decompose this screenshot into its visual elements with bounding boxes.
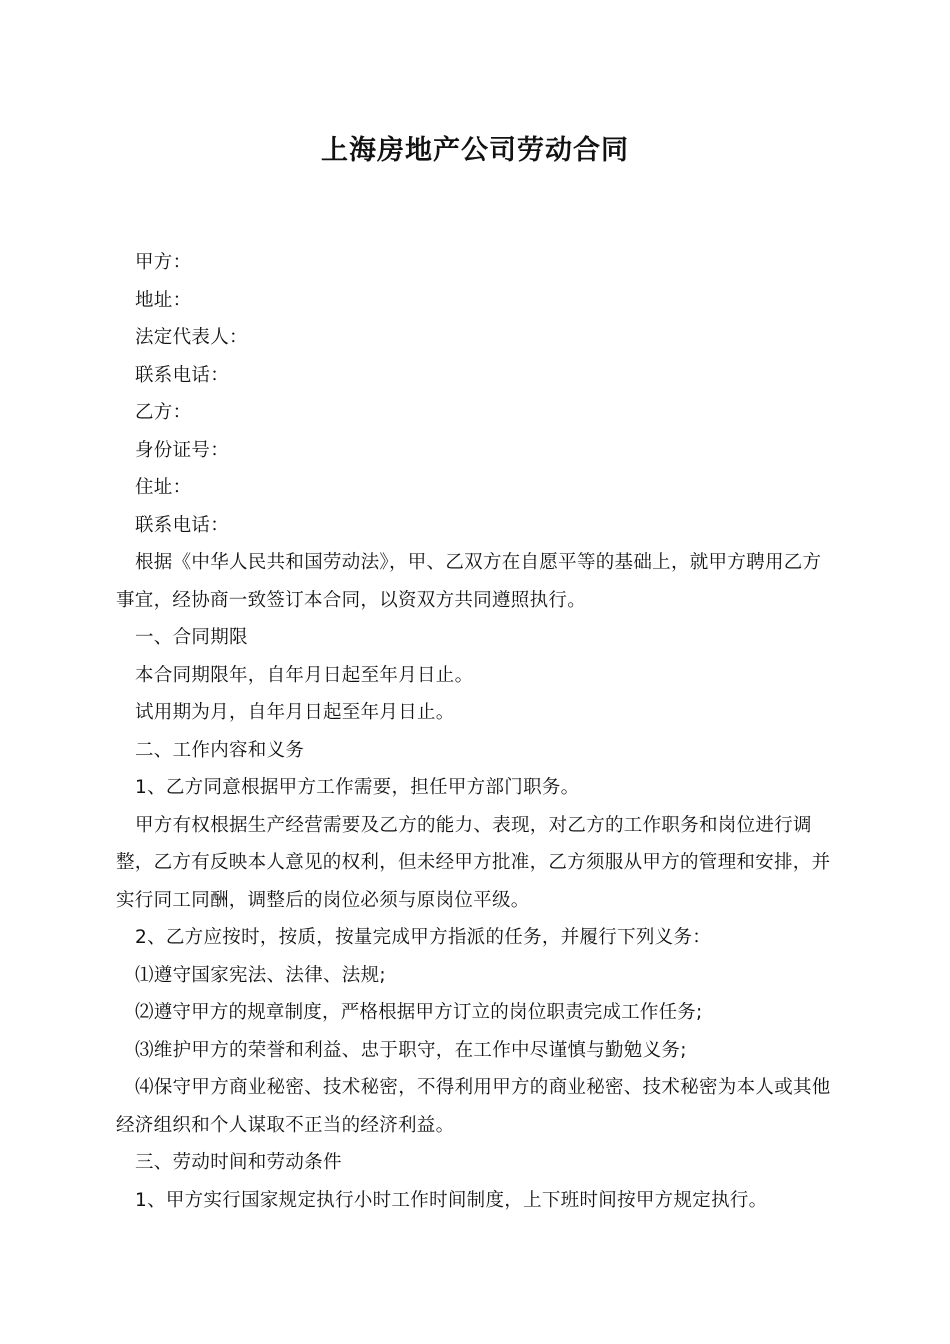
paragraph-adjustment: 甲方有权根据生产经营需要及乙方的能力、表现，对乙方的工作职务和岗位进行调整，乙方有反映本人意见的权利，但未经甲方批准，乙方须服从甲方的管理和安排，并实行同工同酬，调整后的岗位必须与原岗位平级。 — [116, 814, 831, 911]
list-item-obligation-3: ⑶维护甲方的荣誉和利益、忠于职守，在工作中尽谨慎与勤勉义务; — [135, 1039, 687, 1061]
section-heading-working-time: 三、劳动时间和劳动条件 — [135, 1152, 342, 1173]
field-party-a: 甲方： — [135, 252, 192, 273]
section-heading-duties: 二、工作内容和义务 — [135, 739, 305, 761]
field-party-b: 乙方： — [135, 402, 192, 423]
paragraph-working-hours: 1、甲方实行国家规定执行小时工作时间制度，上下班时间按甲方规定执行。 — [135, 1189, 768, 1211]
field-id-number: 身份证号： — [135, 439, 230, 461]
field-legal-representative: 法定代表人： — [135, 327, 248, 348]
paragraph-preamble: 根据《中华人民共和国劳动法》，甲、乙双方在自愿平等的基础上，就甲方聘用乙方事宜，经协商一致签订本合同，以资双方共同遵照执行。 — [116, 552, 822, 611]
list-item-obligation-4: ⑷保守甲方商业秘密、技术秘密，不得利用甲方的商业秘密、技术秘密为本人或其他经济组织和个人谋取不正当的经济利益。 — [116, 1077, 831, 1136]
list-item-obligation-1: ⑴遵守国家宪法、法律、法规; — [135, 964, 386, 986]
paragraph-contract-term: 本合同期限年，自年月日起至年月日止。 — [135, 664, 474, 686]
paragraph-duty-2: 2、乙方应按时，按质，按量完成甲方指派的任务，并履行下列义务： — [135, 927, 712, 948]
field-address: 地址： — [135, 289, 192, 311]
list-item-obligation-2: ⑵遵守甲方的规章制度，严格根据甲方订立的岗位职责完成工作任务; — [135, 1002, 703, 1023]
paragraph-duty-1: 1、乙方同意根据甲方工作需要，担任甲方部门职务。 — [135, 777, 580, 798]
document-body — [116, 244, 838, 1219]
document-title: 上海房地产公司劳动合同 — [321, 135, 629, 166]
field-phone-b: 联系电话： — [135, 514, 230, 536]
section-heading-term: 一、合同期限 — [135, 627, 248, 648]
field-residence: 住址： — [135, 477, 192, 498]
field-phone-a: 联系电话： — [135, 364, 230, 386]
paragraph-probation: 试用期为月，自年月日起至年月日止。 — [135, 702, 455, 723]
